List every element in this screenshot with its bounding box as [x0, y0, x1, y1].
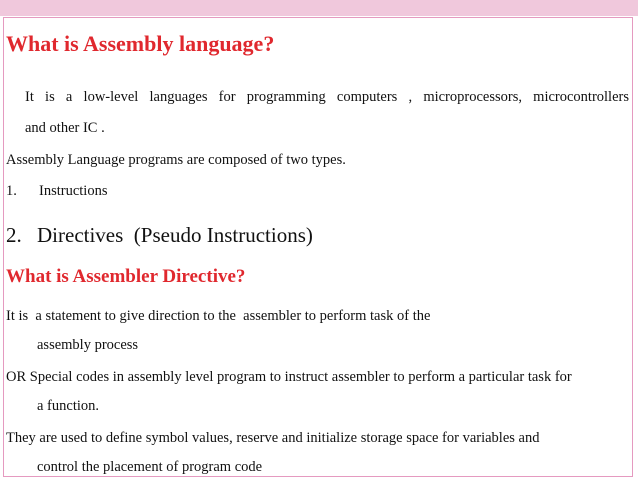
list-text: Directives (Pseudo Instructions) [37, 223, 313, 247]
heading-assembly-language: What is Assembly language? [6, 31, 275, 56]
directive-usage-line2: control the placement of program code [37, 459, 263, 475]
list-text: Instructions [39, 183, 108, 199]
top-decor-band [0, 0, 638, 16]
directive-alt-definition-line2: a function. [37, 398, 100, 414]
list-number: 2. [6, 223, 22, 247]
list-number: 1. [6, 183, 17, 199]
definition-paragraph-line1: It is a low-level languages for programming computers , microprocessors, microcontrollers [25, 89, 629, 105]
directive-definition-line1: It is a statement to give direction to the assembler to perform task of the [6, 308, 431, 324]
list-item [6, 223, 313, 248]
directive-usage-line1: They are used to define symbol values, reserve and initialize storage space for variables and [6, 430, 540, 446]
heading-assembler-directive: What is Assembler Directive? [6, 266, 246, 287]
directive-definition-line2: assembly process [37, 337, 139, 353]
program-types-intro: Assembly Language programs are composed of two types. [6, 152, 346, 168]
list-item [6, 183, 108, 200]
definition-paragraph-line2: and other IC . [25, 120, 105, 136]
directive-alt-definition-line1: OR Special codes in assembly level program to instruct assembler to perform a particular task for [6, 369, 572, 385]
